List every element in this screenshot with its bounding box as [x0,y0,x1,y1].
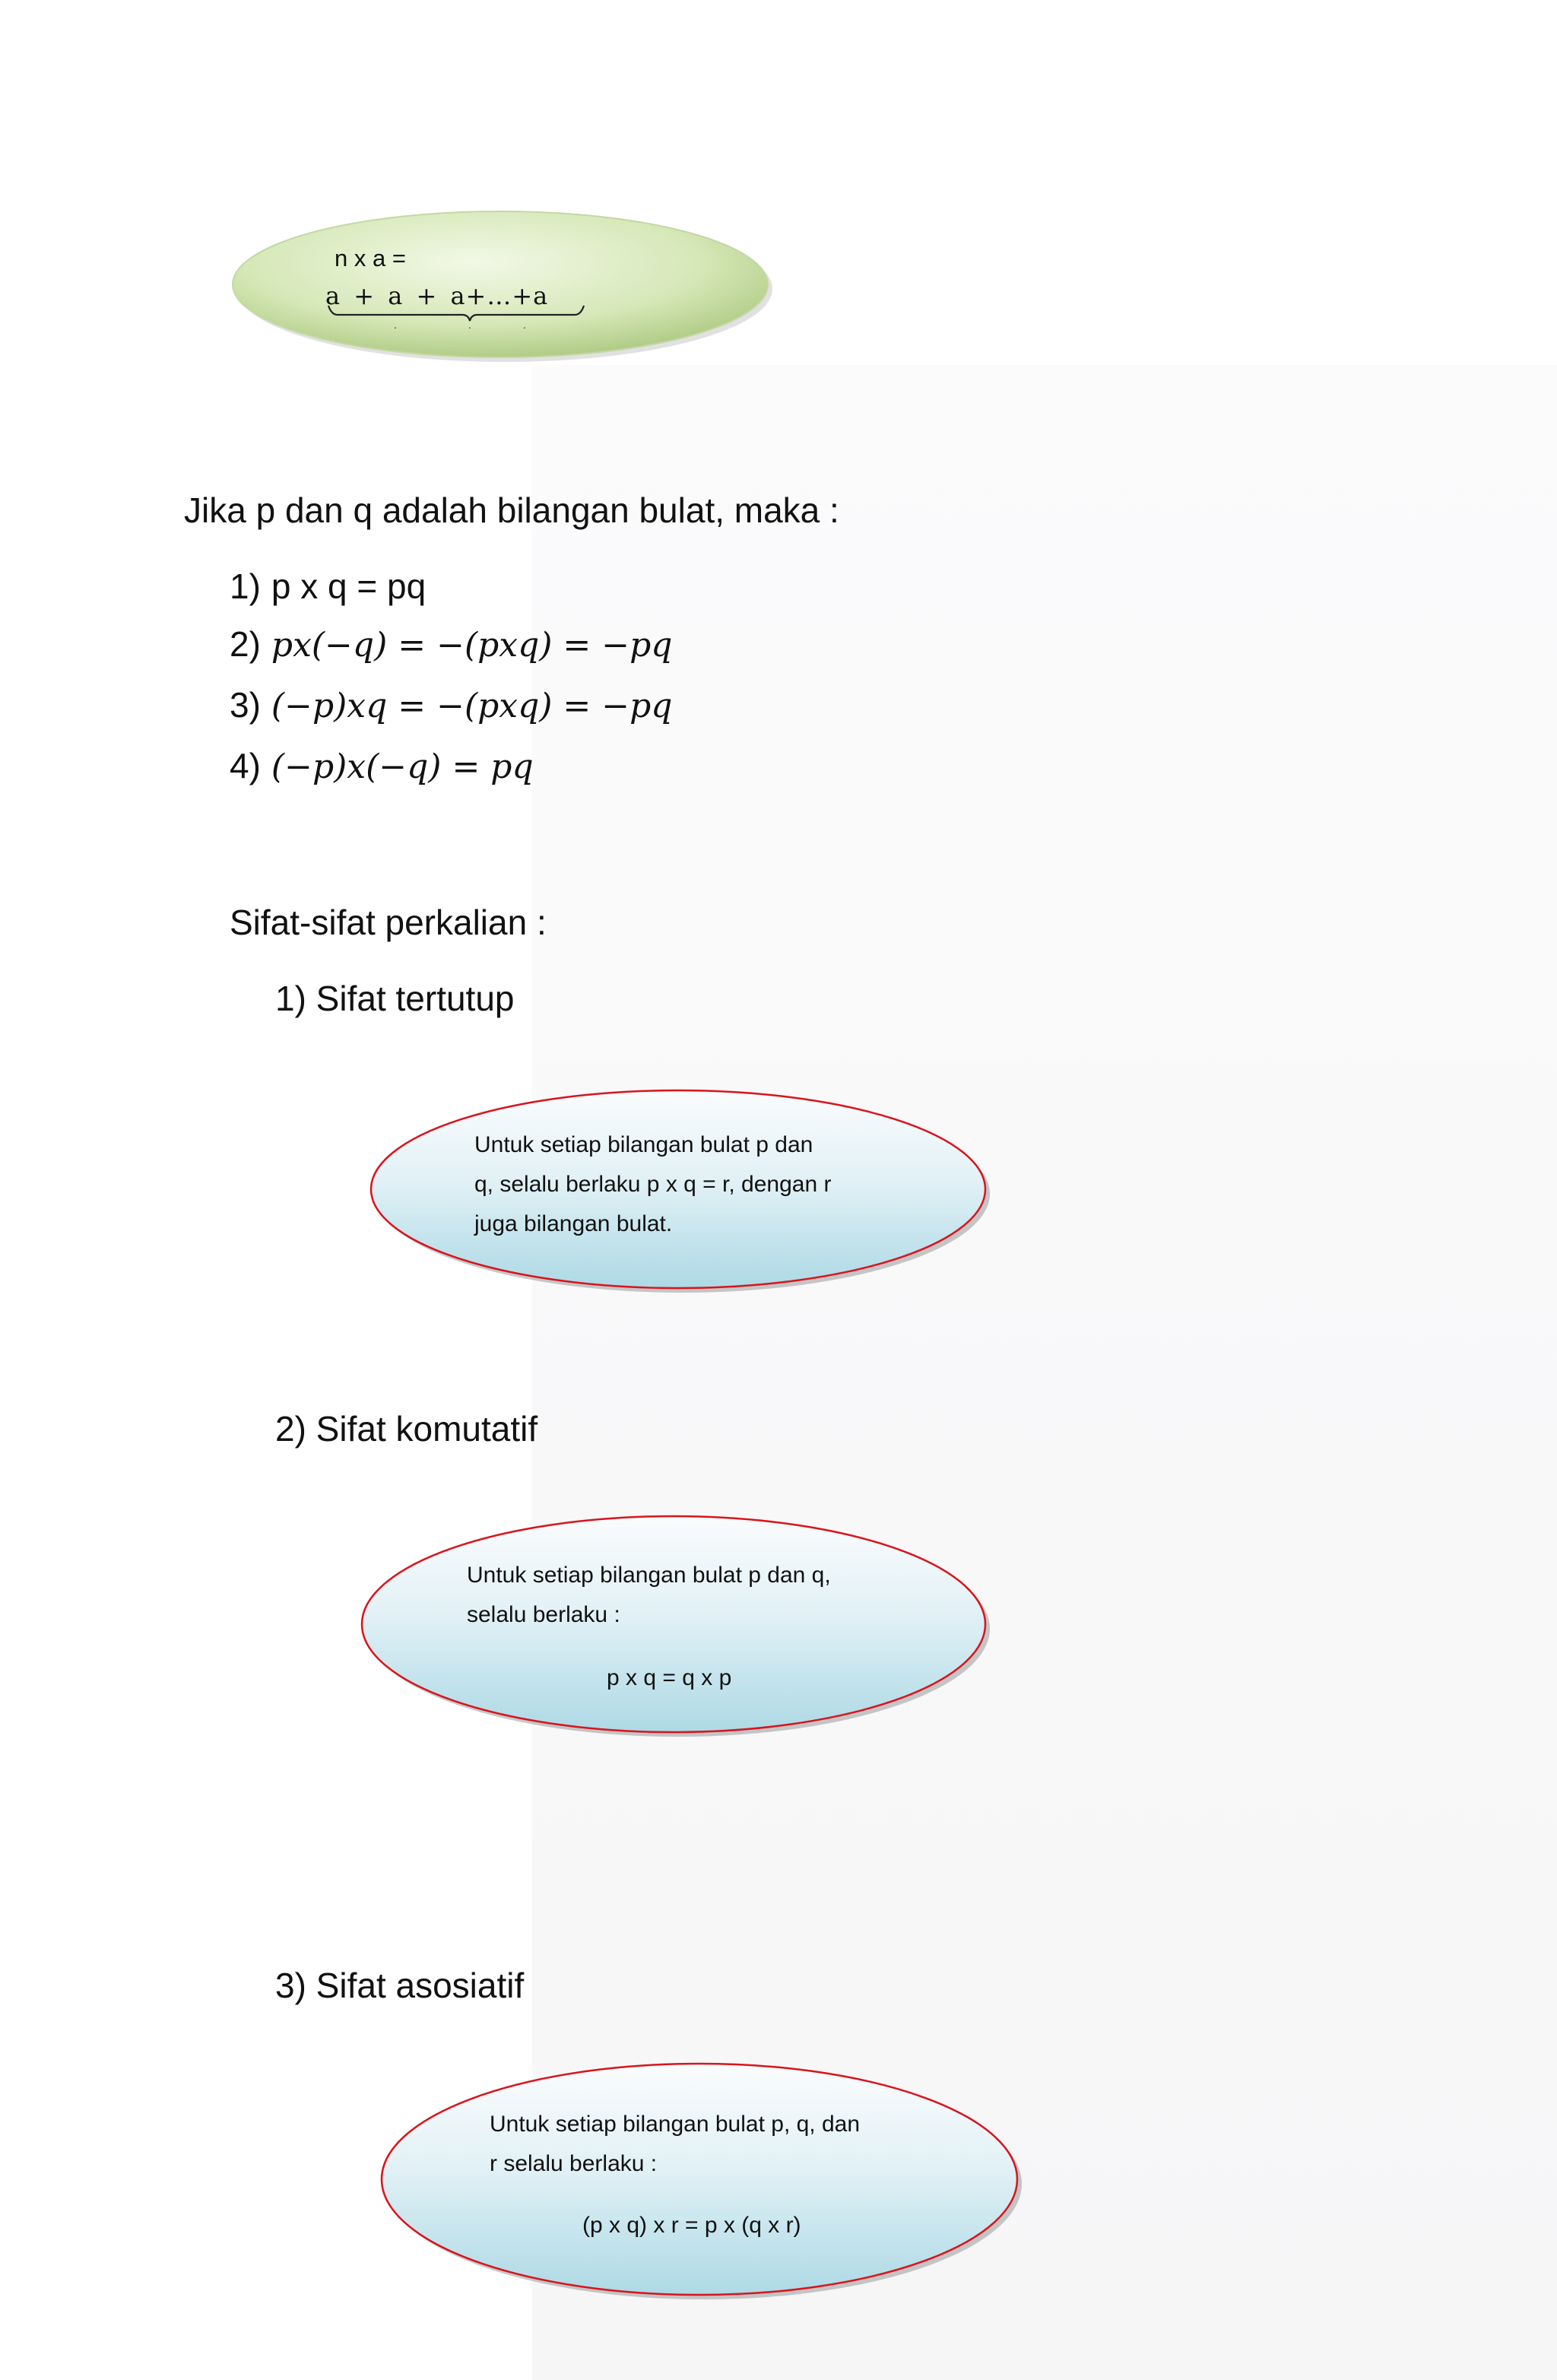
rule-number: 3) [230,685,261,725]
property-2-formula: p x q = q x p [607,1665,732,1690]
rule-expression: p x q = pq [271,566,427,606]
rule-number: 2) [230,624,261,664]
svg-text:.: . [523,319,526,331]
description-line: Untuk setiap bilangan bulat p dan [474,1132,813,1157]
rule-1 [230,566,426,607]
property-3-oval [377,2062,1031,2305]
rule-2 [230,624,672,665]
intro-text: Jika p dan q adalah bilangan bulat, maka : [184,490,839,530]
rule-expression: px(−q) = −(pxq) = −pq [271,626,673,665]
property-1-description [474,1125,831,1244]
property-2-description [467,1556,831,1635]
top-formula-line2: a + a + a+…+a [325,281,549,310]
svg-text:.: . [394,319,397,331]
property-1-heading: 1) Sifat tertutup [275,979,515,1018]
description-line: Untuk setiap bilangan bulat p, q, dan [490,2112,861,2137]
property-3-formula: (p x q) x r = p x (q x r) [582,2213,801,2238]
description-line: juga bilangan bulat. [474,1211,673,1236]
top-formula-line1: n x a = [335,245,406,271]
description-line: selalu berlaku : [467,1602,620,1627]
rule-3 [230,684,672,725]
svg-text:.: . [468,319,471,331]
description-line: q, selalu berlaku p x q = r, dengan r [474,1172,832,1197]
rule-expression: (−p)x(−q) = pq [271,747,534,786]
description-line: r selalu berlaku : [490,2151,658,2176]
rule-expression: (−p)xq = −(pxq) = −pq [271,687,673,725]
rule-number: 1) [230,566,261,606]
description-line: Untuk setiap bilangan bulat p dan q, [467,1563,831,1588]
property-3-heading: 3) Sifat asosiatif [275,1966,525,2005]
properties-title: Sifat-sifat perkalian : [230,903,547,942]
property-3-description [490,2105,860,2184]
rule-4 [230,745,534,786]
rule-number: 4) [230,746,261,785]
property-2-heading: 2) Sifat komutatif [275,1409,538,1449]
